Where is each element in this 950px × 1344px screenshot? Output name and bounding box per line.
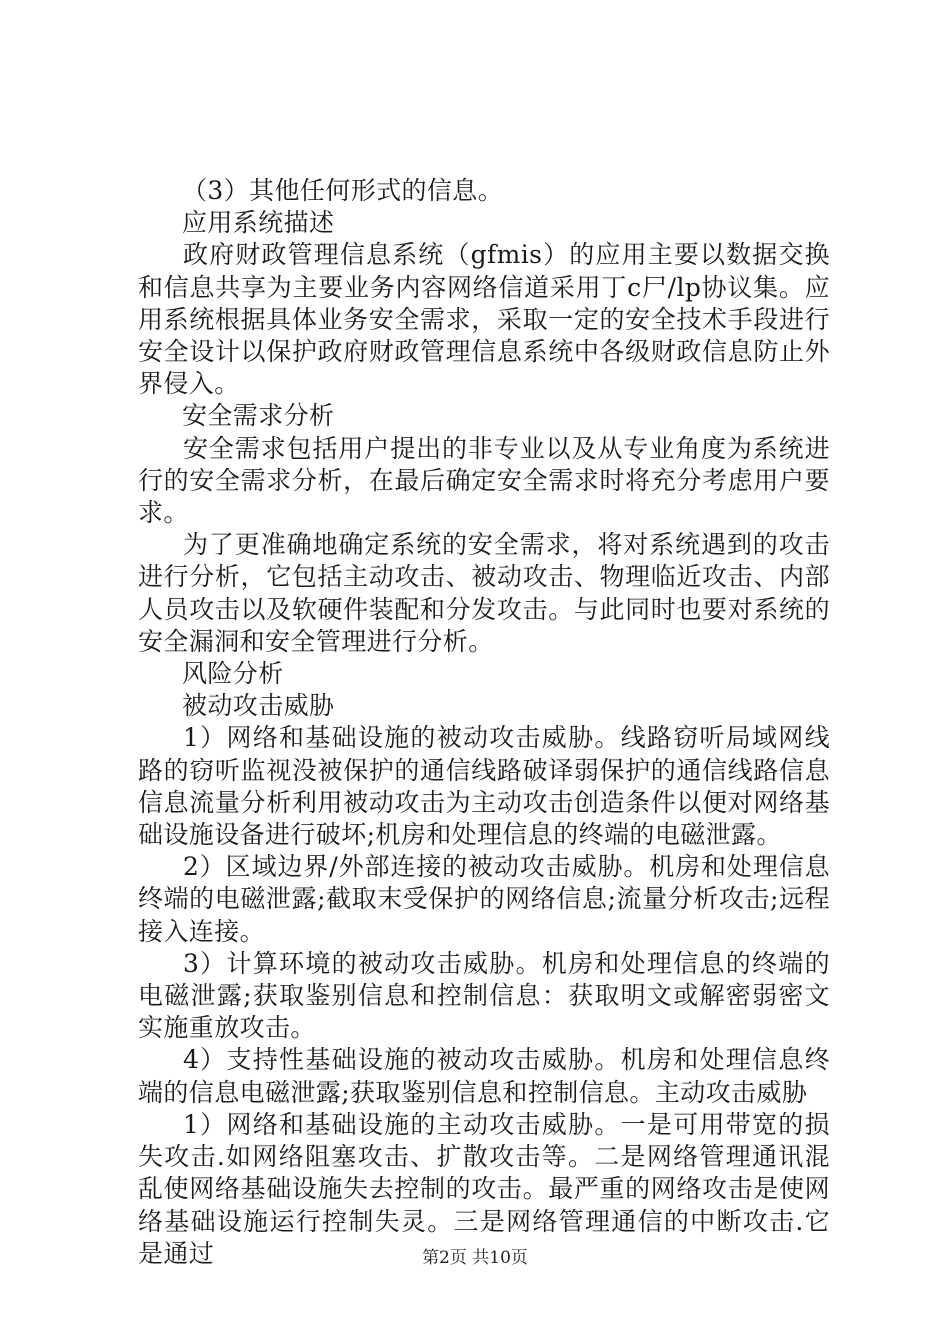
paragraph-security-needs: 安全需求包括用户提出的非专业以及从专业角度为系统进行的安全需求分析，在最后确定安全需求时将充分考虑用户要求。 bbox=[138, 433, 830, 528]
paragraph-active-network: 1）网络和基础设施的主动攻击威胁。一是可用带宽的损失攻击.如网络阻塞攻击、扩散攻击等。二是网络管理通讯混乱使网络基础设施失去控制的攻击。最严重的网络攻击是使网络基础设施运行控制失灵。三是网络管理通信的中断攻击.它是通过 bbox=[138, 1109, 830, 1268]
paragraph-passive-support: 4）支持性基础设施的被动攻击威胁。机房和处理信息终端的信息电磁泄露;获取鉴别信息和控制信息。主动攻击威胁 bbox=[138, 1045, 830, 1107]
section-heading-security-needs: 安全需求分析 bbox=[182, 401, 335, 431]
section-heading-risk-analysis: 风险分析 bbox=[182, 659, 284, 689]
section-heading-app-system: 应用系统描述 bbox=[182, 208, 335, 238]
paragraph-passive-boundary: 2）区域边界/外部连接的被动攻击威胁。机房和处理信息终端的电磁泄露;截取末受保护的网络信息;流量分析攻击;远程接入连接。 bbox=[138, 852, 830, 946]
paragraph-app-system: 政府财政管理信息系统（gfmis）的应用主要以数据交换和信息共享为主要业务内容网络信道采用丁c尸/lp协议集。应用系统根据具体业务安全需求，采取一定的安全技术手段进行安全设计以保护政府财政管理信息系统中各级财政信息防止外界侵入。 bbox=[138, 240, 830, 399]
list-item-other-info: （3）其他任何形式的信息。 bbox=[182, 176, 504, 205]
paragraph-passive-computing: 3）计算环境的被动攻击威胁。机房和处理信息的终端的电磁泄露;获取鉴别信息和控制信息：获取明文或解密弱密文实施重放攻击。 bbox=[138, 948, 830, 1043]
paragraph-attack-analysis: 为了更准确地确定系统的安全需求，将对系统遇到的攻击进行分析，它包括主动攻击、被动攻击、物理临近攻击、内部人员攻击以及软硬件装配和分发攻击。与此同时也要对系统的安全漏洞和安全管理进行分析。 bbox=[138, 530, 830, 656]
document-body bbox=[138, 175, 830, 1270]
page-number-footer: 第2页 共10页 bbox=[422, 1248, 528, 1268]
paragraph-passive-network: 1）网络和基础设施的被动攻击威胁。线路窃听局域网线路的窃听监视没被保护的通信线路破译弱保护的通信线路信息信息流量分析利用被动攻击为主动攻击创造条件以便对网络基础设施设备进行破坏;机房和处理信息的终端的电磁泄露。 bbox=[138, 723, 830, 850]
section-heading-passive-threats: 被动攻击威胁 bbox=[182, 691, 335, 721]
